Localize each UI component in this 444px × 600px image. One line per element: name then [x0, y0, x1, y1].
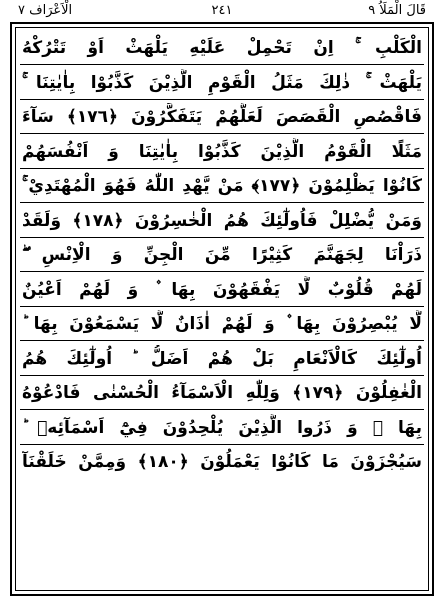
- verse-text: ذَرَاْنَا لِجَهَنَّمَ كَثِيْرًا مِّنَ الْجِنِّ وَ الْاِنْسِ ۖ: [22, 245, 422, 265]
- text-line: [20, 134, 424, 169]
- text-line: [20, 341, 424, 376]
- verse-text: الْغٰفِلُوْنَ ﴿١٧٩﴾ وَلِلّٰهِ الْاَسْمَآءُ الْحُسْنٰى فَادْعُوْهُ: [22, 383, 422, 403]
- juz-name: قَالَ الْمَلَاُ ٩: [368, 3, 426, 18]
- text-line: [20, 30, 424, 65]
- verse-text: وَمَنْ يُّضْلِلْ فَاُولٰٓئِكَ هُمُ الْخٰسِرُوْنَ ﴿١٧٨﴾ وَلَقَدْ: [22, 210, 422, 231]
- page-number: ٢٤١: [211, 3, 233, 18]
- text-line: [20, 410, 424, 445]
- text-line: [20, 272, 424, 307]
- page-header: [14, 2, 430, 20]
- verse-text: لَّا يُبْصِرُوْنَ بِهَا ۫ وَ لَهُمْ اٰذَانٌ لَّا يَسْمَعُوْنَ بِهَا ؕ: [22, 314, 422, 334]
- page-frame: [10, 22, 434, 596]
- verse-text: سَيُجْزَوْنَ مَا كَانُوْا يَعْمَلُوْنَ ﴿١٨٠﴾ وَمِمَّنْ خَلَقْنَآ: [22, 452, 422, 472]
- verse-text: كَانُوْا يَظْلِمُوْنَ ﴿١٧٧﴾ مَنْ يَّهْدِ اللّٰهُ فَهُوَ الْمُهْتَدِيْ ۚ: [22, 176, 422, 196]
- text-lines: [20, 30, 424, 588]
- text-line: [20, 203, 424, 238]
- verse-text: مَثَلًا الْقَوْمُ الَّذِيْنَ كَذَّبُوْا بِاٰيٰتِنَا وَ اَنْفُسَهُمْ: [22, 141, 422, 162]
- text-line: [20, 99, 424, 134]
- verse-text: اُولٰٓئِكَ كَالْاَنْعَامِ بَلْ هُمْ اَضَلُّ ؕ اُولٰٓئِكَ هُمُ: [22, 348, 422, 369]
- verse-text: الْكَلْبِ ۚ اِنْ تَحْمِلْ عَلَيْهِ يَلْهَثْ اَوْ تَتْرُكْهُ: [22, 38, 422, 58]
- text-line: [20, 306, 424, 341]
- verse-text: يَلْهَثْ ۚ ذٰلِكَ مَثَلُ الْقَوْمِ الَّذِيْنَ كَذَّبُوْا بِاٰيٰتِنَا ۚ: [22, 72, 422, 93]
- surah-name: الْاَعْرَاف ٧: [18, 3, 73, 18]
- verse-text: فَاقْصُصِ الْقَصَصَ لَعَلَّهُمْ يَتَفَكَّرُوْنَ ﴿١٧٦﴾ سَآءَ: [22, 107, 422, 127]
- verse-text: لَهُمْ قُلُوْبٌ لَّا يَفْقَهُوْنَ بِهَا ۫ وَ لَهُمْ اَعْيُنٌ: [22, 279, 422, 300]
- text-line: [20, 375, 424, 410]
- verse-text: بِهَا ۪ وَ ذَرُوا الَّذِيْنَ يُلْحِدُوْنَ فِيْٓ اَسْمَآئِهٖ ؕ: [22, 417, 422, 438]
- text-line: [20, 237, 424, 272]
- text-line: [20, 65, 424, 100]
- text-line: [20, 444, 424, 479]
- text-line: [20, 168, 424, 203]
